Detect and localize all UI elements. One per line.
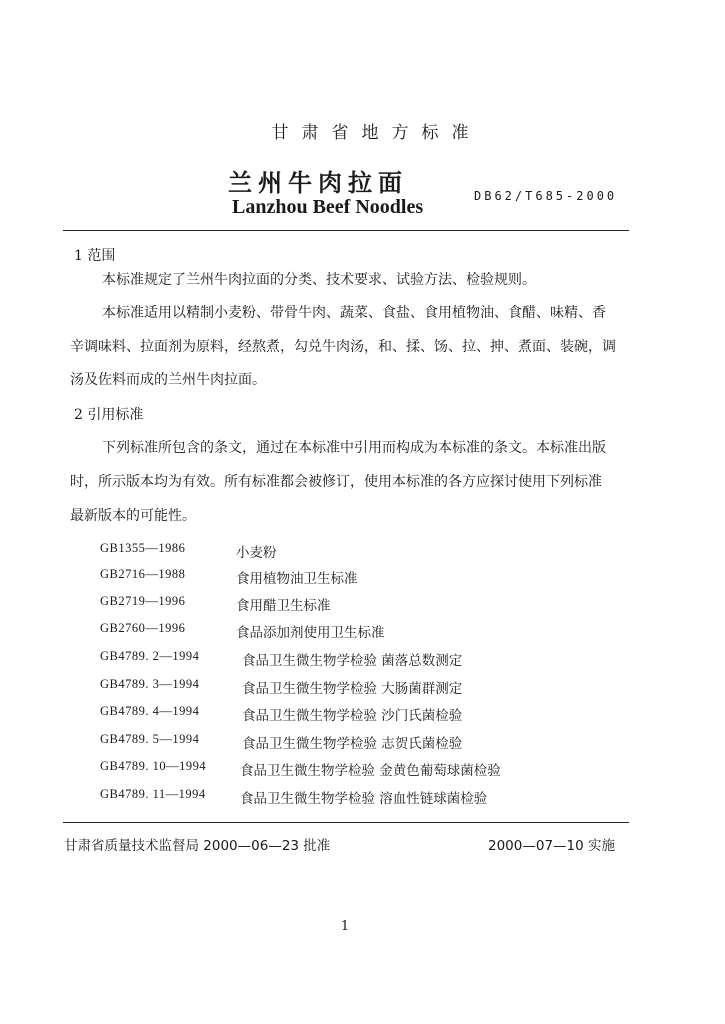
references-paragraph-line: 最新版本的可能性。 (70, 508, 196, 524)
header-divider (63, 230, 629, 231)
reference-code: GB4789. 11—1994 (100, 787, 206, 801)
reference-name: 食品卫生微生物学检验 志贺氏菌检验 (242, 736, 463, 752)
reference-name: 小麦粉 (236, 545, 277, 561)
reference-code: GB1355—1986 (100, 541, 186, 555)
reference-name: 食用植物油卫生标准 (236, 571, 358, 587)
reference-name: 食品卫生微生物学检验 菌落总数测定 (242, 653, 463, 669)
approval-statement: 甘肃省质量技术监督局 2000—06—23 批准 (64, 838, 331, 854)
reference-code: GB2760—1996 (100, 621, 186, 635)
reference-code: GB4789. 10—1994 (100, 759, 207, 773)
reference-name: 食品卫生微生物学检验 溶血性链球菌检验 (240, 791, 488, 807)
section-heading-references: 2 引用标准 (74, 407, 144, 423)
reference-name: 食品添加剂使用卫生标准 (236, 625, 385, 641)
scope-paragraph-line: 本标准适用以精制小麦粉、带骨牛肉、蔬菜、食盐、食用植物油、食醋、味精、香 (102, 305, 606, 321)
reference-code: GB4789. 2—1994 (100, 649, 200, 663)
section-heading-scope: 1 范围 (74, 248, 116, 264)
references-paragraph-line: 时，所示版本均为有效。所有标准都会被修订，使用本标准的各方应探讨使用下列标准 (70, 474, 602, 490)
reference-code: GB4789. 4—1994 (100, 704, 200, 718)
implementation-date: 2000—07—10 实施 (488, 838, 616, 854)
page-number: 1 (340, 919, 350, 934)
footer-divider (63, 822, 629, 823)
scope-paragraph-line: 本标准规定了兰州牛肉拉面的分类、技术要求、试验方法、检验规则。 (102, 272, 536, 288)
reference-code: GB4789. 3—1994 (100, 677, 200, 691)
reference-code: GB4789. 5—1994 (100, 732, 200, 746)
scope-paragraph-line: 辛调味料、拉面剂为原料，经熬煮，勾兑牛肉汤，和、揉、饧、拉、抻、煮面、装碗，调 (70, 339, 616, 355)
issuer-title: 甘肃省地方标准 (271, 123, 482, 143)
reference-name: 食用醋卫生标准 (236, 598, 331, 614)
document-title-en: Lanzhou Beef Noodles (232, 196, 424, 218)
reference-name: 食品卫生微生物学检验 金黄色葡萄球菌检验 (240, 763, 501, 779)
reference-name: 食品卫生微生物学检验 沙门氏菌检验 (242, 708, 463, 724)
reference-code: GB2716—1988 (100, 567, 186, 581)
references-paragraph-line: 下列标准所包含的条文，通过在本标准中引用而构成为本标准的条文。本标准出版 (102, 440, 606, 456)
reference-name: 食品卫生微生物学检验 大肠菌群测定 (242, 681, 463, 697)
scope-paragraph-line: 汤及佐料而成的兰州牛肉拉面。 (70, 372, 266, 388)
standard-code: DB62/T685-2000 (474, 189, 618, 203)
document-title-cn: 兰州牛肉拉面 (228, 168, 408, 197)
reference-code: GB2719—1996 (100, 594, 186, 608)
